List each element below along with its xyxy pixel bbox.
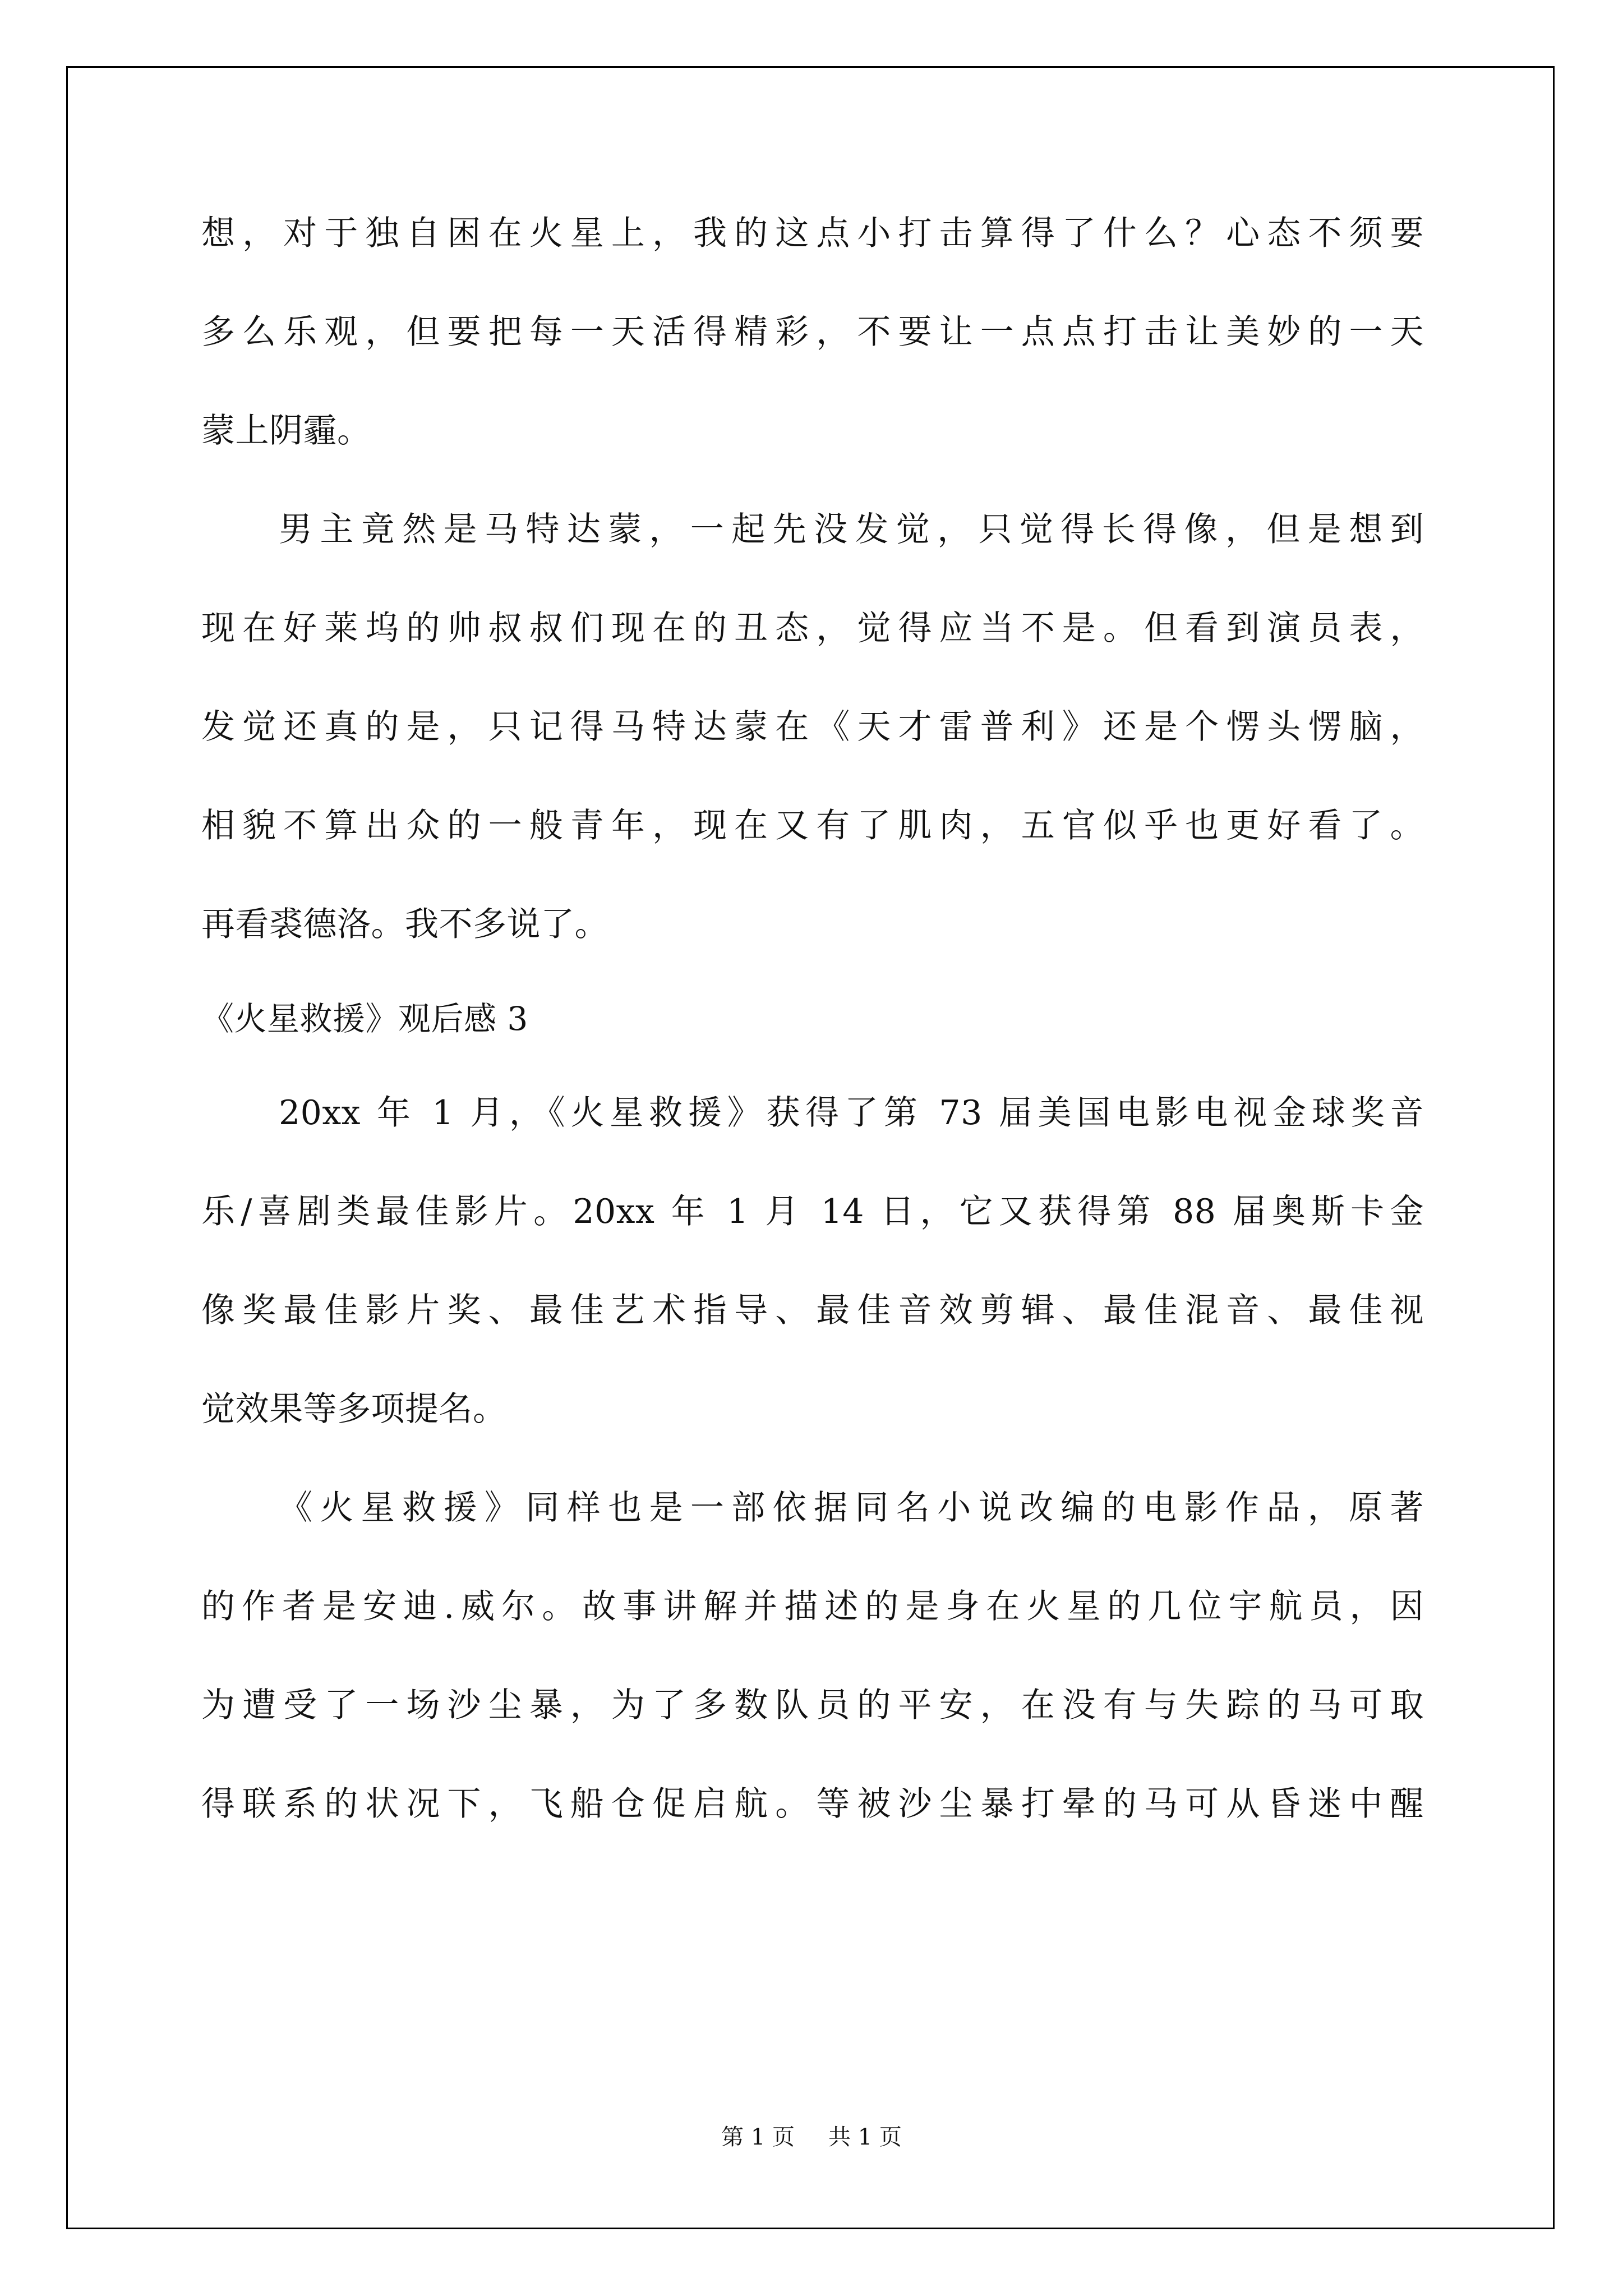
paragraph-line: 的作者是安迪.威尔。故事讲解并描述的是身在火星的几位宇航员，因 — [201, 1587, 1424, 1626]
paragraph-line: 乐/喜剧类最佳影片。20xx 年 1 月 14 日，它又获得第 88 届奥斯卡金 — [201, 1192, 1424, 1231]
section-heading: 《火星救援》观后感 3 — [201, 1000, 528, 1038]
page-border — [66, 66, 1555, 2229]
paragraph-line: 20xx 年 1 月，《火星救援》获得了第 73 届美国电影电视金球奖音 — [279, 1093, 1424, 1133]
paragraph-line: 想，对于独自困在火星上，我的这点小打击算得了什么？心态不须要 — [201, 214, 1424, 253]
paragraph-line: 蒙上阴霾。 — [201, 411, 371, 450]
paragraph-line: 现在好莱坞的帅叔叔们现在的丑态，觉得应当不是。但看到演员表， — [201, 609, 1424, 648]
paragraph-line: 男主竟然是马特达蒙，一起先没发觉，只觉得长得像，但是想到 — [279, 510, 1424, 549]
paragraph-line: 觉效果等多项提名。 — [201, 1389, 507, 1429]
page-number: 第 1 页 — [721, 2124, 795, 2150]
page-footer — [0, 2123, 1623, 2151]
paragraph-line: 发觉还真的是，只记得马特达蒙在《天才雷普利》还是个愣头愣脑， — [201, 707, 1424, 747]
paragraph-line: 再看裘德洛。我不多说了。 — [201, 905, 608, 944]
paragraph-line: 相貌不算出众的一般青年，现在又有了肌肉，五官似乎也更好看了。 — [201, 806, 1424, 845]
paragraph-line: 像奖最佳影片奖、最佳艺术指导、最佳音效剪辑、最佳混音、最佳视 — [201, 1291, 1424, 1330]
page-total: 共 1 页 — [828, 2124, 902, 2150]
paragraph-line: 《火星救援》同样也是一部依据同名小说改编的电影作品，原著 — [279, 1488, 1424, 1527]
paragraph-line: 得联系的状况下，飞船仓促启航。等被沙尘暴打晕的马可从昏迷中醒 — [201, 1784, 1424, 1824]
paragraph-line: 为遭受了一场沙尘暴，为了多数队员的平安，在没有与失踪的马可取 — [201, 1686, 1424, 1725]
paragraph-line: 多么乐观，但要把每一天活得精彩，不要让一点点打击让美妙的一天 — [201, 312, 1424, 352]
